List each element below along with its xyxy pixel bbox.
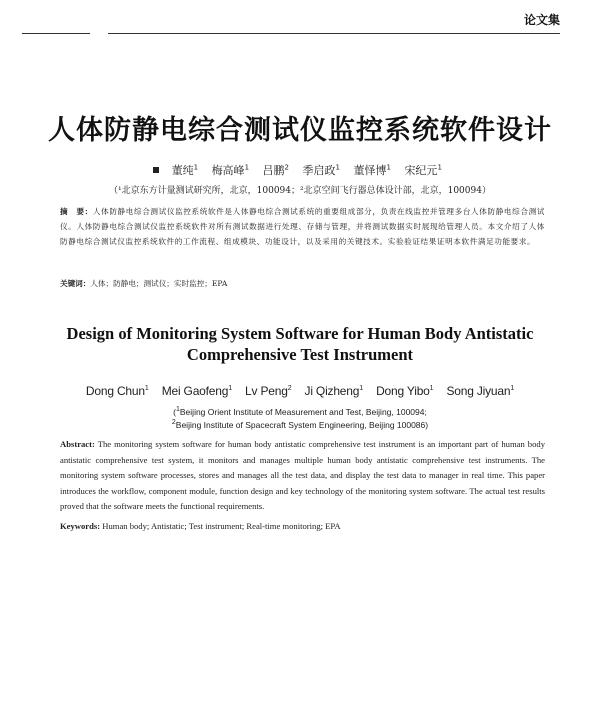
chinese-affiliation: （¹北京东方计量测试研究所，北京，100094；²北京空间飞行器总体设计部，北京，100094）: [109, 186, 491, 196]
chinese-author: 梅高峰$^1$: [211, 163, 250, 177]
header-rule-gap: [90, 31, 108, 34]
english-author: Mei Gaofeng$^1$: [161, 384, 232, 398]
chinese-authors: [0, 162, 600, 178]
english-title-line: Design of Monitoring System Software for Human Body Antistatic: [66, 324, 534, 343]
english-affiliation-1: ($^1$Beijing Orient Institute of Measurement and Test, Beijing, 100094;: [173, 406, 427, 417]
chinese-keywords-label: 关键词：: [60, 279, 91, 288]
english-abstract-text: The monitoring system software for human body antistatic comprehensive test instrument is an important part of human body antistatic comprehensive test system, it monitors and manages multiple human body antistatic comprehensive test instruments. The monitoring system software processes, stores and manages all the test data, and display the test data to manager in real time. This paper introduces the workflow, component module, function design and key technology of the monitoring system software. The actual test results proved that the software meets the functional requirements.: [60, 439, 545, 511]
chinese-abstract-text: 人体防静电综合测试仪监控系统软件是人体静电综合测试系统的重要组成部分，负责在线监控并管理多台人体防静电综合测试仪。人体防静电综合测试仪监控系统软件对所有测试数据进行处理、存储与管理，并将测试数据实时展现给管理人员。本文介绍了人体防静电综合测试仪监控系统软件的工作流程、组成模块、功能设计，以及采用的关键技术。实验验证结果证明本软件满足功能要求。: [60, 207, 545, 246]
english-title-line: Comprehensive Test Instrument: [186, 345, 414, 364]
author-marker-icon: [153, 167, 159, 173]
chinese-author: 吕鹏$^2$: [262, 163, 289, 177]
english-keywords-label: Keywords:: [60, 521, 101, 531]
english-author: Song Jiyuan$^1$: [446, 384, 515, 398]
section-label: 论文集: [523, 13, 560, 27]
english-abstract: [60, 437, 545, 515]
english-authors: [0, 384, 600, 398]
english-author: Dong Yibo$^1$: [376, 384, 434, 398]
english-keywords-text: Human body; Antistatic; Test instrument; Real-time monitoring; EPA: [102, 521, 341, 531]
english-abstract-label: Abstract:: [60, 439, 95, 449]
english-author: Lv Peng$^2$: [245, 384, 292, 398]
english-keywords: [60, 521, 545, 531]
chinese-abstract-label: 摘 要：: [60, 207, 93, 216]
chinese-author: 董怿博$^1$: [353, 163, 391, 177]
english-author: Dong Chun$^1$: [85, 384, 149, 398]
chinese-author: 宋纪元$^1$: [404, 163, 442, 177]
chinese-keywords: [60, 278, 545, 289]
english-title: [40, 323, 560, 365]
english-affiliation-2: $^2$Beijing Institute of Spacecraft System Engineering, Beijing 100086): [171, 419, 429, 430]
chinese-abstract: [60, 204, 545, 249]
chinese-title: 人体防静电综合测试仪监控系统软件设计: [48, 115, 552, 146]
chinese-author: 季启政$^1$: [302, 163, 340, 177]
chinese-keywords-text: 人体；防静电；测试仪；实时监控；EPA: [90, 279, 228, 288]
chinese-author: 董纯$^1$: [171, 163, 199, 177]
english-author: Ji Qizheng$^1$: [304, 384, 363, 398]
